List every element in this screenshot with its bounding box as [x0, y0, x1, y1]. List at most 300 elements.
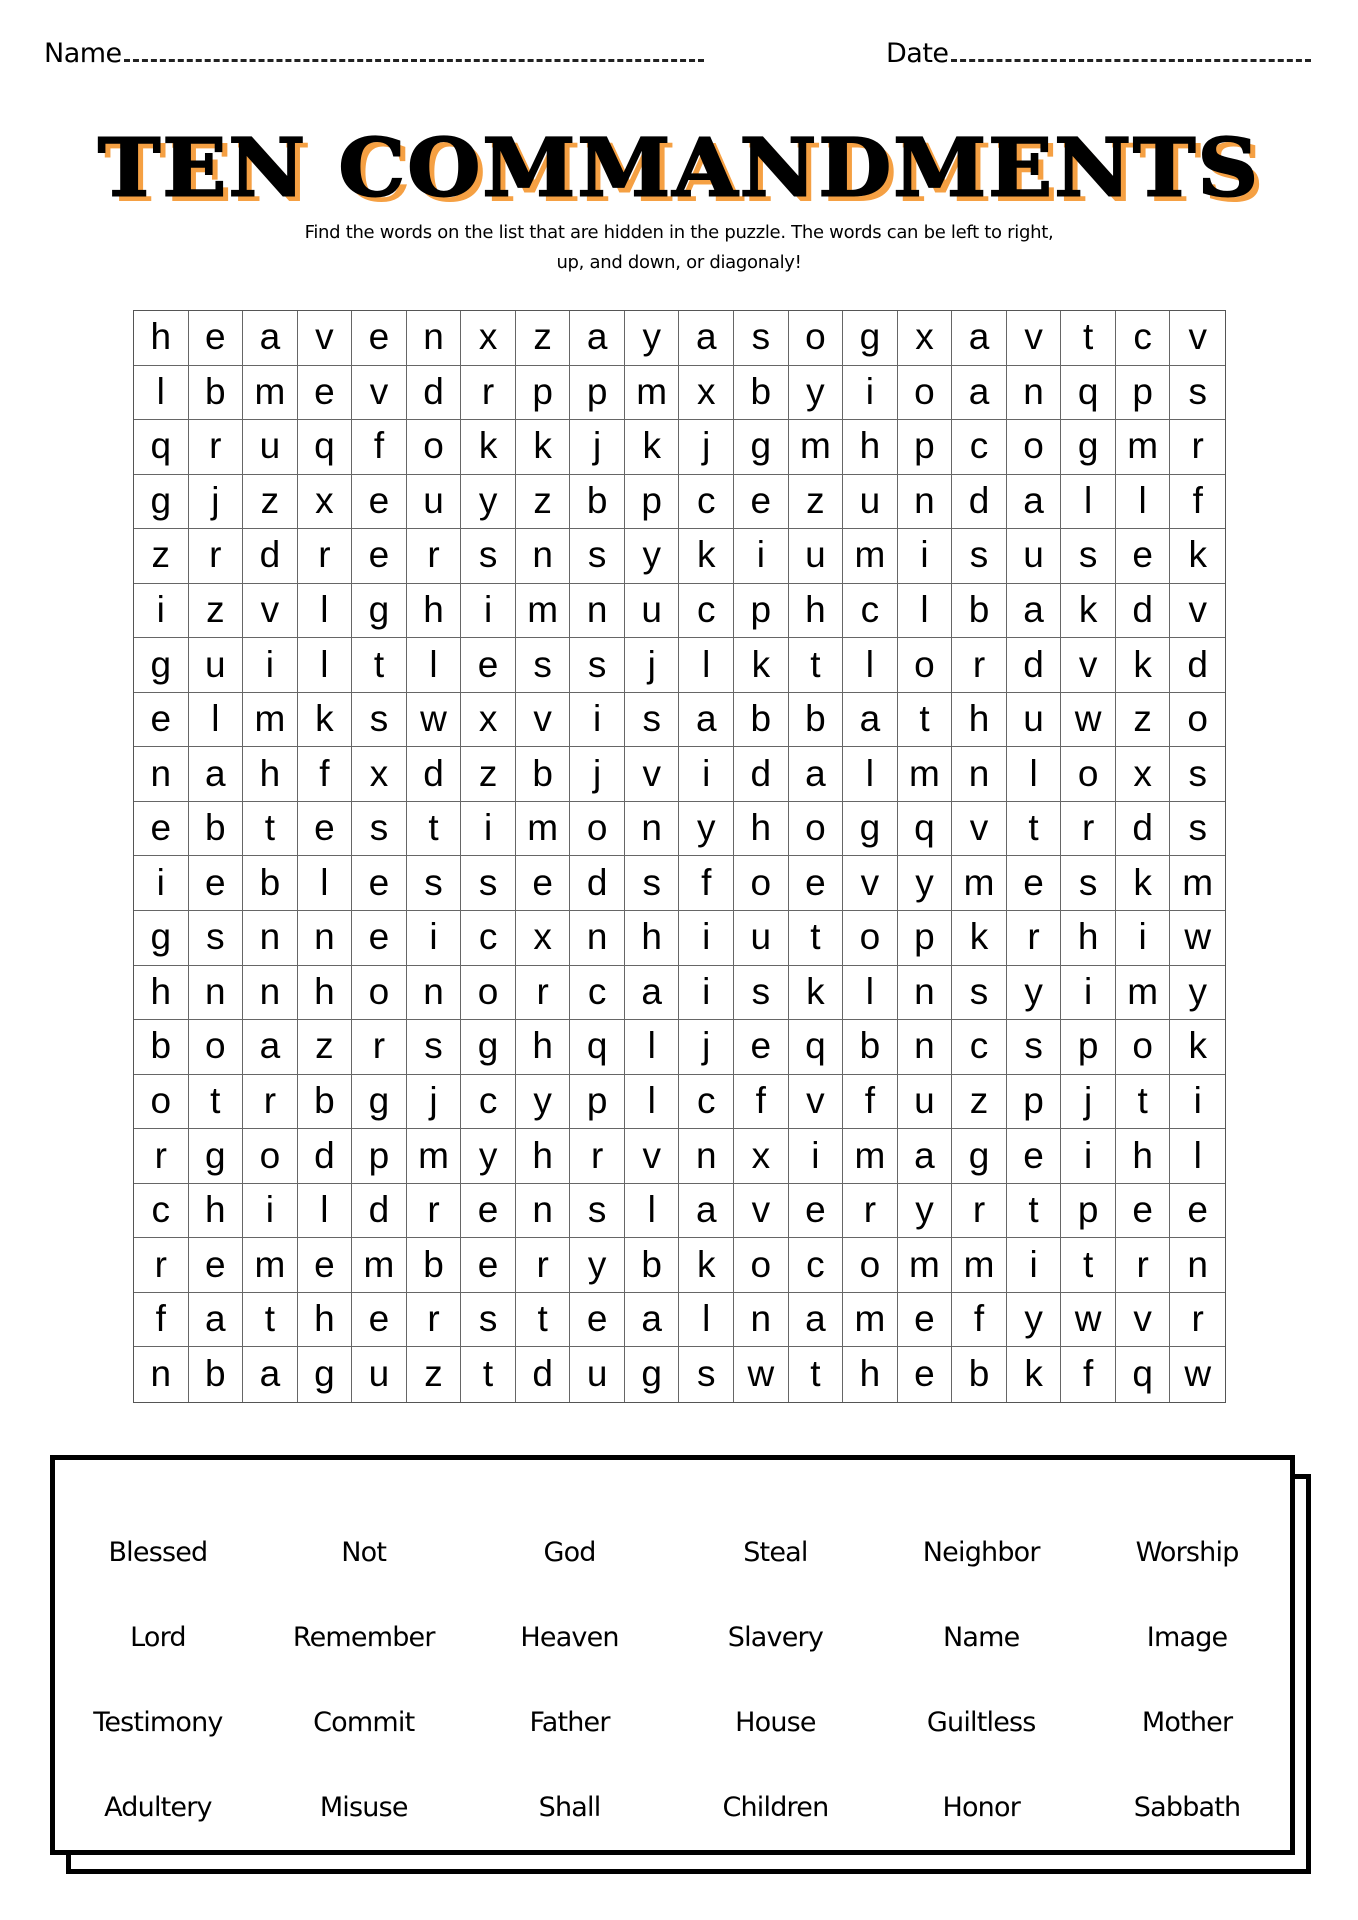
grid-cell[interactable]: b: [952, 1347, 1007, 1402]
grid-cell[interactable]: l: [407, 638, 462, 693]
grid-cell[interactable]: y: [1007, 1293, 1062, 1348]
grid-cell[interactable]: j: [189, 475, 244, 530]
grid-cell[interactable]: b: [189, 802, 244, 857]
grid-cell[interactable]: l: [1061, 475, 1116, 530]
name-blank-line[interactable]: [124, 41, 704, 62]
grid-cell[interactable]: k: [679, 529, 734, 584]
grid-cell[interactable]: b: [189, 366, 244, 421]
grid-cell[interactable]: v: [625, 747, 680, 802]
grid-cell[interactable]: r: [461, 366, 516, 421]
grid-cell[interactable]: j: [679, 420, 734, 475]
grid-cell[interactable]: h: [516, 1129, 571, 1184]
grid-cell[interactable]: p: [898, 420, 953, 475]
grid-cell[interactable]: o: [243, 1129, 298, 1184]
grid-cell[interactable]: h: [516, 1020, 571, 1075]
grid-cell[interactable]: l: [298, 584, 353, 639]
grid-cell[interactable]: g: [189, 1129, 244, 1184]
grid-cell[interactable]: a: [789, 1293, 844, 1348]
grid-cell[interactable]: s: [407, 1020, 462, 1075]
grid-cell[interactable]: c: [134, 1184, 189, 1239]
grid-cell[interactable]: v: [1170, 584, 1225, 639]
grid-cell[interactable]: x: [679, 366, 734, 421]
grid-cell[interactable]: r: [189, 420, 244, 475]
grid-cell[interactable]: h: [952, 693, 1007, 748]
grid-cell[interactable]: u: [843, 475, 898, 530]
grid-cell[interactable]: d: [243, 529, 298, 584]
grid-cell[interactable]: e: [734, 1020, 789, 1075]
grid-cell[interactable]: u: [625, 584, 680, 639]
date-field[interactable]: [886, 38, 1311, 69]
grid-cell[interactable]: k: [516, 420, 571, 475]
grid-cell[interactable]: v: [625, 1129, 680, 1184]
grid-cell[interactable]: c: [952, 1020, 1007, 1075]
grid-cell[interactable]: q: [570, 1020, 625, 1075]
grid-cell[interactable]: b: [516, 747, 571, 802]
grid-cell[interactable]: e: [570, 1293, 625, 1348]
grid-cell[interactable]: v: [1061, 638, 1116, 693]
grid-cell[interactable]: s: [189, 911, 244, 966]
grid-cell[interactable]: k: [1170, 1020, 1225, 1075]
grid-cell[interactable]: h: [298, 966, 353, 1021]
grid-cell[interactable]: t: [1116, 1075, 1171, 1130]
grid-cell[interactable]: w: [1061, 1293, 1116, 1348]
grid-cell[interactable]: i: [679, 966, 734, 1021]
grid-cell[interactable]: l: [1007, 747, 1062, 802]
grid-cell[interactable]: o: [1170, 693, 1225, 748]
grid-cell[interactable]: a: [679, 1184, 734, 1239]
grid-cell[interactable]: k: [789, 966, 844, 1021]
grid-cell[interactable]: h: [243, 747, 298, 802]
grid-cell[interactable]: e: [189, 856, 244, 911]
grid-cell[interactable]: h: [1116, 1129, 1171, 1184]
grid-cell[interactable]: k: [1170, 529, 1225, 584]
grid-cell[interactable]: v: [298, 311, 353, 366]
grid-cell[interactable]: s: [352, 802, 407, 857]
grid-cell[interactable]: y: [516, 1075, 571, 1130]
grid-cell[interactable]: n: [516, 529, 571, 584]
grid-cell[interactable]: k: [1061, 584, 1116, 639]
grid-cell[interactable]: i: [789, 1129, 844, 1184]
grid-cell[interactable]: g: [734, 420, 789, 475]
grid-cell[interactable]: s: [1061, 529, 1116, 584]
grid-cell[interactable]: c: [679, 584, 734, 639]
grid-cell[interactable]: k: [679, 1238, 734, 1293]
grid-cell[interactable]: n: [952, 747, 1007, 802]
grid-cell[interactable]: z: [789, 475, 844, 530]
grid-cell[interactable]: l: [898, 584, 953, 639]
grid-cell[interactable]: k: [734, 638, 789, 693]
grid-cell[interactable]: a: [789, 747, 844, 802]
grid-cell[interactable]: m: [952, 1238, 1007, 1293]
grid-cell[interactable]: d: [1007, 638, 1062, 693]
grid-cell[interactable]: o: [734, 856, 789, 911]
grid-cell[interactable]: t: [898, 693, 953, 748]
grid-cell[interactable]: m: [516, 802, 571, 857]
grid-cell[interactable]: e: [352, 856, 407, 911]
grid-cell[interactable]: x: [352, 747, 407, 802]
grid-cell[interactable]: a: [1007, 475, 1062, 530]
grid-cell[interactable]: k: [1007, 1347, 1062, 1402]
grid-cell[interactable]: r: [407, 529, 462, 584]
grid-cell[interactable]: k: [1116, 856, 1171, 911]
grid-cell[interactable]: v: [1116, 1293, 1171, 1348]
grid-cell[interactable]: e: [189, 1238, 244, 1293]
grid-cell[interactable]: n: [570, 584, 625, 639]
grid-cell[interactable]: r: [516, 1238, 571, 1293]
grid-cell[interactable]: e: [789, 856, 844, 911]
grid-cell[interactable]: z: [189, 584, 244, 639]
grid-cell[interactable]: e: [898, 1293, 953, 1348]
grid-cell[interactable]: j: [570, 420, 625, 475]
grid-cell[interactable]: v: [1170, 311, 1225, 366]
grid-cell[interactable]: f: [843, 1075, 898, 1130]
grid-cell[interactable]: q: [1116, 1347, 1171, 1402]
grid-cell[interactable]: s: [516, 638, 571, 693]
grid-cell[interactable]: n: [679, 1129, 734, 1184]
grid-cell[interactable]: e: [461, 638, 516, 693]
grid-cell[interactable]: u: [189, 638, 244, 693]
grid-cell[interactable]: q: [298, 420, 353, 475]
grid-cell[interactable]: m: [407, 1129, 462, 1184]
grid-cell[interactable]: k: [952, 911, 1007, 966]
grid-cell[interactable]: i: [898, 529, 953, 584]
grid-cell[interactable]: e: [352, 311, 407, 366]
grid-cell[interactable]: a: [570, 311, 625, 366]
grid-cell[interactable]: l: [1116, 475, 1171, 530]
grid-cell[interactable]: q: [789, 1020, 844, 1075]
grid-cell[interactable]: u: [734, 911, 789, 966]
grid-cell[interactable]: m: [1170, 856, 1225, 911]
grid-cell[interactable]: w: [407, 693, 462, 748]
grid-cell[interactable]: o: [461, 966, 516, 1021]
name-field[interactable]: [44, 38, 704, 69]
grid-cell[interactable]: t: [461, 1347, 516, 1402]
grid-cell[interactable]: v: [352, 366, 407, 421]
grid-cell[interactable]: h: [625, 911, 680, 966]
grid-cell[interactable]: s: [734, 966, 789, 1021]
grid-cell[interactable]: t: [243, 1293, 298, 1348]
grid-cell[interactable]: i: [243, 1184, 298, 1239]
grid-cell[interactable]: l: [843, 966, 898, 1021]
grid-cell[interactable]: x: [898, 311, 953, 366]
grid-cell[interactable]: y: [898, 1184, 953, 1239]
grid-cell[interactable]: s: [1170, 747, 1225, 802]
grid-cell[interactable]: m: [243, 366, 298, 421]
grid-cell[interactable]: a: [843, 693, 898, 748]
grid-cell[interactable]: y: [625, 529, 680, 584]
grid-cell[interactable]: m: [952, 856, 1007, 911]
grid-cell[interactable]: a: [898, 1129, 953, 1184]
grid-cell[interactable]: y: [679, 802, 734, 857]
grid-cell[interactable]: m: [1116, 420, 1171, 475]
grid-cell[interactable]: n: [898, 475, 953, 530]
grid-cell[interactable]: z: [516, 311, 571, 366]
grid-cell[interactable]: p: [1007, 1075, 1062, 1130]
grid-cell[interactable]: v: [789, 1075, 844, 1130]
grid-cell[interactable]: z: [407, 1347, 462, 1402]
grid-cell[interactable]: i: [570, 693, 625, 748]
grid-cell[interactable]: i: [679, 747, 734, 802]
grid-cell[interactable]: w: [1170, 911, 1225, 966]
grid-cell[interactable]: n: [298, 911, 353, 966]
grid-cell[interactable]: j: [407, 1075, 462, 1130]
grid-cell[interactable]: d: [352, 1184, 407, 1239]
grid-cell[interactable]: g: [1061, 420, 1116, 475]
grid-cell[interactable]: t: [789, 911, 844, 966]
grid-cell[interactable]: a: [679, 311, 734, 366]
grid-cell[interactable]: p: [625, 475, 680, 530]
grid-cell[interactable]: b: [189, 1347, 244, 1402]
grid-cell[interactable]: s: [1061, 856, 1116, 911]
grid-cell[interactable]: e: [352, 1293, 407, 1348]
grid-cell[interactable]: n: [898, 966, 953, 1021]
grid-cell[interactable]: c: [461, 911, 516, 966]
grid-cell[interactable]: r: [843, 1184, 898, 1239]
grid-cell[interactable]: m: [843, 1129, 898, 1184]
grid-cell[interactable]: m: [243, 693, 298, 748]
grid-cell[interactable]: n: [734, 1293, 789, 1348]
grid-cell[interactable]: o: [898, 366, 953, 421]
grid-cell[interactable]: r: [570, 1129, 625, 1184]
grid-cell[interactable]: d: [570, 856, 625, 911]
grid-cell[interactable]: j: [1061, 1075, 1116, 1130]
grid-cell[interactable]: l: [625, 1020, 680, 1075]
grid-cell[interactable]: o: [734, 1238, 789, 1293]
grid-cell[interactable]: n: [243, 966, 298, 1021]
grid-cell[interactable]: n: [243, 911, 298, 966]
grid-cell[interactable]: d: [952, 475, 1007, 530]
grid-cell[interactable]: y: [625, 311, 680, 366]
grid-cell[interactable]: f: [352, 420, 407, 475]
grid-cell[interactable]: e: [1116, 1184, 1171, 1239]
grid-cell[interactable]: o: [1007, 420, 1062, 475]
grid-cell[interactable]: t: [352, 638, 407, 693]
grid-cell[interactable]: n: [1007, 366, 1062, 421]
grid-cell[interactable]: q: [1061, 366, 1116, 421]
grid-cell[interactable]: f: [679, 856, 734, 911]
grid-cell[interactable]: h: [407, 584, 462, 639]
grid-cell[interactable]: r: [407, 1184, 462, 1239]
grid-cell[interactable]: x: [461, 693, 516, 748]
grid-cell[interactable]: a: [952, 311, 1007, 366]
grid-cell[interactable]: k: [298, 693, 353, 748]
grid-cell[interactable]: i: [1061, 1129, 1116, 1184]
grid-cell[interactable]: i: [461, 802, 516, 857]
grid-cell[interactable]: r: [952, 638, 1007, 693]
grid-cell[interactable]: r: [1061, 802, 1116, 857]
grid-cell[interactable]: f: [734, 1075, 789, 1130]
grid-cell[interactable]: o: [1061, 747, 1116, 802]
grid-cell[interactable]: n: [570, 911, 625, 966]
grid-cell[interactable]: b: [952, 584, 1007, 639]
grid-cell[interactable]: o: [789, 311, 844, 366]
grid-cell[interactable]: d: [407, 747, 462, 802]
grid-cell[interactable]: m: [898, 747, 953, 802]
grid-cell[interactable]: f: [1170, 475, 1225, 530]
grid-cell[interactable]: o: [189, 1020, 244, 1075]
grid-cell[interactable]: r: [134, 1129, 189, 1184]
grid-cell[interactable]: o: [843, 911, 898, 966]
grid-cell[interactable]: b: [570, 475, 625, 530]
grid-cell[interactable]: l: [134, 366, 189, 421]
grid-cell[interactable]: p: [734, 584, 789, 639]
grid-cell[interactable]: o: [898, 638, 953, 693]
grid-cell[interactable]: a: [243, 1347, 298, 1402]
grid-cell[interactable]: c: [789, 1238, 844, 1293]
grid-cell[interactable]: u: [789, 529, 844, 584]
grid-cell[interactable]: h: [734, 802, 789, 857]
grid-cell[interactable]: s: [734, 311, 789, 366]
grid-cell[interactable]: s: [952, 966, 1007, 1021]
grid-cell[interactable]: o: [134, 1075, 189, 1130]
grid-cell[interactable]: s: [625, 856, 680, 911]
grid-cell[interactable]: t: [789, 1347, 844, 1402]
grid-cell[interactable]: u: [898, 1075, 953, 1130]
grid-cell[interactable]: i: [134, 856, 189, 911]
grid-cell[interactable]: u: [1007, 693, 1062, 748]
grid-cell[interactable]: r: [1007, 911, 1062, 966]
grid-cell[interactable]: t: [1061, 1238, 1116, 1293]
grid-cell[interactable]: n: [189, 966, 244, 1021]
grid-cell[interactable]: l: [298, 1184, 353, 1239]
grid-cell[interactable]: h: [843, 420, 898, 475]
grid-cell[interactable]: h: [134, 966, 189, 1021]
grid-cell[interactable]: p: [516, 366, 571, 421]
grid-cell[interactable]: n: [407, 966, 462, 1021]
grid-cell[interactable]: n: [1170, 1238, 1225, 1293]
grid-cell[interactable]: e: [298, 366, 353, 421]
grid-cell[interactable]: b: [134, 1020, 189, 1075]
grid-cell[interactable]: e: [1007, 856, 1062, 911]
grid-cell[interactable]: b: [625, 1238, 680, 1293]
grid-cell[interactable]: b: [734, 366, 789, 421]
grid-cell[interactable]: g: [952, 1129, 1007, 1184]
grid-cell[interactable]: e: [1007, 1129, 1062, 1184]
grid-cell[interactable]: l: [298, 856, 353, 911]
grid-cell[interactable]: h: [298, 1293, 353, 1348]
grid-cell[interactable]: h: [789, 584, 844, 639]
grid-cell[interactable]: e: [461, 1238, 516, 1293]
grid-cell[interactable]: e: [298, 802, 353, 857]
grid-cell[interactable]: r: [1170, 420, 1225, 475]
grid-cell[interactable]: u: [243, 420, 298, 475]
grid-cell[interactable]: l: [843, 747, 898, 802]
grid-cell[interactable]: d: [298, 1129, 353, 1184]
grid-cell[interactable]: e: [352, 475, 407, 530]
grid-cell[interactable]: v: [1007, 311, 1062, 366]
grid-cell[interactable]: y: [789, 366, 844, 421]
grid-cell[interactable]: g: [134, 911, 189, 966]
grid-cell[interactable]: e: [134, 802, 189, 857]
grid-cell[interactable]: z: [461, 747, 516, 802]
grid-cell[interactable]: t: [516, 1293, 571, 1348]
grid-cell[interactable]: i: [461, 584, 516, 639]
grid-cell[interactable]: m: [352, 1238, 407, 1293]
grid-cell[interactable]: r: [134, 1238, 189, 1293]
grid-cell[interactable]: a: [952, 366, 1007, 421]
grid-cell[interactable]: p: [352, 1129, 407, 1184]
grid-cell[interactable]: a: [189, 1293, 244, 1348]
grid-cell[interactable]: p: [570, 1075, 625, 1130]
grid-cell[interactable]: r: [352, 1020, 407, 1075]
grid-cell[interactable]: h: [843, 1347, 898, 1402]
grid-cell[interactable]: d: [1170, 638, 1225, 693]
grid-cell[interactable]: p: [898, 911, 953, 966]
grid-cell[interactable]: s: [461, 1293, 516, 1348]
grid-cell[interactable]: e: [352, 529, 407, 584]
grid-cell[interactable]: v: [243, 584, 298, 639]
grid-cell[interactable]: z: [516, 475, 571, 530]
grid-cell[interactable]: t: [243, 802, 298, 857]
grid-cell[interactable]: y: [461, 475, 516, 530]
grid-cell[interactable]: m: [243, 1238, 298, 1293]
grid-cell[interactable]: u: [570, 1347, 625, 1402]
grid-cell[interactable]: g: [843, 802, 898, 857]
grid-cell[interactable]: c: [1116, 311, 1171, 366]
grid-cell[interactable]: o: [843, 1238, 898, 1293]
grid-cell[interactable]: d: [1116, 584, 1171, 639]
grid-cell[interactable]: z: [243, 475, 298, 530]
grid-cell[interactable]: s: [679, 1347, 734, 1402]
grid-cell[interactable]: s: [625, 693, 680, 748]
grid-cell[interactable]: e: [189, 311, 244, 366]
grid-cell[interactable]: i: [407, 911, 462, 966]
grid-cell[interactable]: c: [952, 420, 1007, 475]
grid-cell[interactable]: v: [952, 802, 1007, 857]
grid-cell[interactable]: y: [570, 1238, 625, 1293]
grid-cell[interactable]: p: [1116, 366, 1171, 421]
grid-cell[interactable]: d: [407, 366, 462, 421]
grid-cell[interactable]: t: [1007, 802, 1062, 857]
grid-cell[interactable]: z: [952, 1075, 1007, 1130]
grid-cell[interactable]: t: [189, 1075, 244, 1130]
grid-cell[interactable]: g: [461, 1020, 516, 1075]
grid-cell[interactable]: l: [189, 693, 244, 748]
grid-cell[interactable]: s: [407, 856, 462, 911]
grid-cell[interactable]: i: [843, 366, 898, 421]
grid-cell[interactable]: z: [298, 1020, 353, 1075]
grid-cell[interactable]: o: [789, 802, 844, 857]
grid-cell[interactable]: l: [679, 638, 734, 693]
grid-cell[interactable]: n: [898, 1020, 953, 1075]
grid-cell[interactable]: i: [679, 911, 734, 966]
grid-cell[interactable]: o: [1116, 1020, 1171, 1075]
grid-cell[interactable]: p: [570, 366, 625, 421]
grid-cell[interactable]: s: [1007, 1020, 1062, 1075]
grid-cell[interactable]: w: [1061, 693, 1116, 748]
grid-cell[interactable]: a: [189, 747, 244, 802]
grid-cell[interactable]: i: [1116, 911, 1171, 966]
grid-cell[interactable]: g: [134, 475, 189, 530]
grid-cell[interactable]: f: [298, 747, 353, 802]
grid-cell[interactable]: e: [134, 693, 189, 748]
grid-cell[interactable]: d: [516, 1347, 571, 1402]
grid-cell[interactable]: w: [734, 1347, 789, 1402]
grid-cell[interactable]: e: [789, 1184, 844, 1239]
grid-cell[interactable]: s: [952, 529, 1007, 584]
grid-cell[interactable]: m: [843, 1293, 898, 1348]
grid-cell[interactable]: t: [407, 802, 462, 857]
grid-cell[interactable]: l: [625, 1184, 680, 1239]
grid-cell[interactable]: r: [407, 1293, 462, 1348]
grid-cell[interactable]: e: [898, 1347, 953, 1402]
grid-cell[interactable]: k: [1116, 638, 1171, 693]
grid-cell[interactable]: x: [516, 911, 571, 966]
grid-cell[interactable]: g: [352, 584, 407, 639]
grid-cell[interactable]: s: [570, 638, 625, 693]
grid-cell[interactable]: k: [625, 420, 680, 475]
grid-cell[interactable]: d: [1116, 802, 1171, 857]
